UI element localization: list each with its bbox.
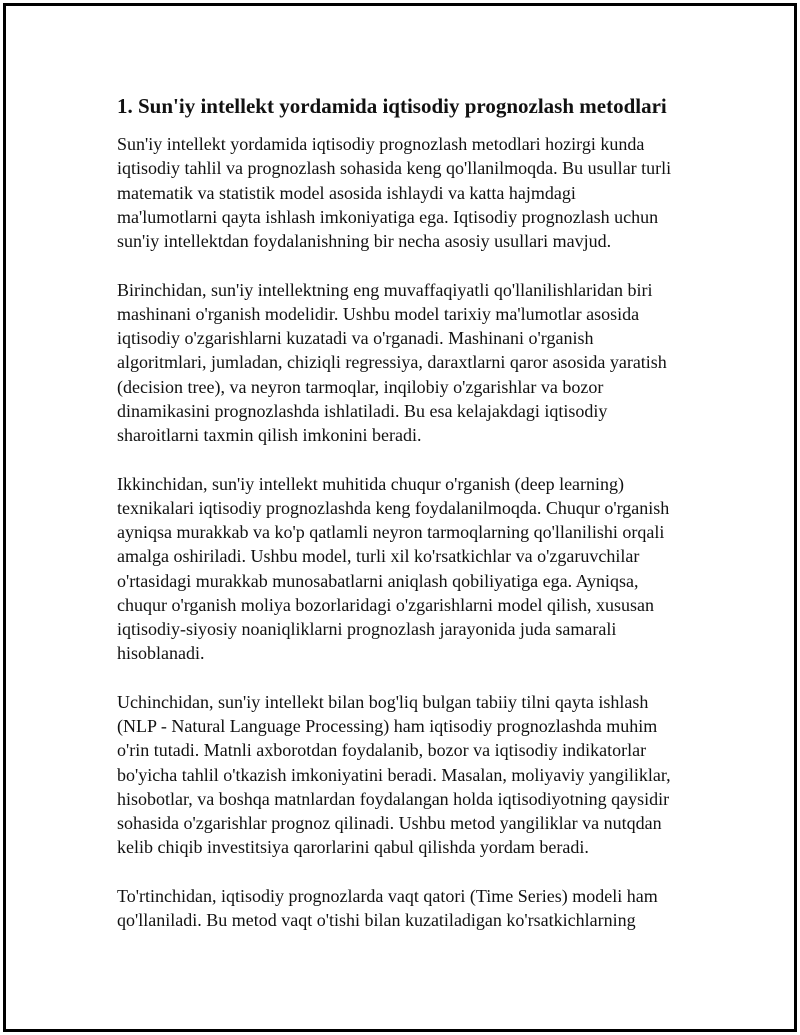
text-line: (decision tree), va neyron tarmoqlar, inqilobiy o'zgarishlar va bozor bbox=[117, 376, 604, 397]
text-line: sohasida o'zgarishlar prognoz qilinadi. Ushbu metod yangiliklar va nutqdan bbox=[117, 813, 662, 833]
text-line: matematik va statistik model asosida ishlaydi va katta hajmdagi bbox=[117, 182, 576, 203]
text-line: hisobotlar, va boshqa matnlardan foydalangan holda iqtisodiyotning qaysidir bbox=[117, 788, 670, 809]
text-line: o'rtasidagi murakkab munosabatlarni aniqlash qobiliyatiga ega. Ayniqsa, bbox=[117, 570, 639, 591]
text-line: o'rin tutadi. Matnli axborotdan foydalanib, bozor va iqtisodiy indikatorlar bbox=[117, 740, 647, 761]
text-line: Sun'iy intellekt yordamida iqtisodiy prognozlash metodlari hozirgi kunda bbox=[117, 134, 645, 154]
paragraph-second bbox=[117, 472, 757, 666]
text-line: amalga oshiriladi. Ushbu model, turli xil ko'rsatkichlar va o'zgaruvchilar bbox=[117, 546, 640, 567]
text-line: dinamikasini prognozlashda ishlatiladi. Bu esa kelajakdagi iqtisodiy bbox=[117, 400, 608, 421]
text-line: chuqur o'rganish moliya bozorlaridagi o'zgarishlarni model qilish, xususan bbox=[117, 594, 655, 615]
paragraph-first bbox=[117, 278, 757, 448]
text-line: bo'yicha tahlil o'tkazish imkoniyatini beradi. Masalan, moliyaviy yangiliklar, bbox=[117, 764, 671, 785]
text-line: hisoblanadi. bbox=[117, 643, 205, 664]
text-line: ma'lumotlarni qayta ishlash imkoniyatiga ega. Iqtisodiy prognozlash uchun bbox=[117, 206, 659, 227]
text-line: To'rtinchidan, iqtisodiy prognozlarda vaqt qatori (Time Series) modeli ham bbox=[117, 885, 658, 906]
text-line: algoritmlari, jumladan, chiziqli regressiya, daraxtlarni qaror asosida yaratish bbox=[117, 352, 667, 373]
paragraph-third bbox=[117, 690, 757, 860]
section-heading: 1. Sun'iy intellekt yordamida iqtisodiy prognozlash metodlari bbox=[117, 94, 667, 118]
text-line: (NLP - Natural Language Processing) ham iqtisodiy prognozlashda muhim bbox=[117, 716, 658, 736]
text-line: Uchinchidan, sun'iy intellekt bilan bog'liq bulgan tabiiy tilni qayta ishlash bbox=[117, 691, 649, 712]
text-line: qo'llaniladi. Bu metod vaqt o'tishi bilan kuzatiladigan ko'rsatkichlarning bbox=[117, 910, 636, 930]
text-line: sun'iy intellektdan foydalanishning bir necha asosiy usullari mavjud. bbox=[117, 231, 612, 251]
text-line: mashinani o'rganish modelidir. Ushbu model tarixiy ma'lumotlar asosida bbox=[117, 303, 640, 324]
text-line: ayniqsa murakkab va ko'p qatlamli neyron tarmoqlarning qo'llanilishi orqali bbox=[117, 522, 665, 542]
text-line: sharoitlarni taxmin qilish imkonini beradi. bbox=[117, 425, 422, 445]
document-body bbox=[117, 92, 757, 957]
text-line: iqtisodiy-siyosiy noaniqliklarni prognozlash jarayonida juda samarali bbox=[117, 619, 617, 639]
text-line: texnikalari iqtisodiy prognozlashda keng foydalanilmoqda. Chuqur o'rganish bbox=[117, 497, 670, 518]
text-line: iqtisodiy tahlil va prognozlash sohasida keng qo'llanilmoqda. Bu usullar turli bbox=[117, 158, 672, 179]
text-line: Birinchidan, sun'iy intellektning eng muvaffaqiyatli qo'llanilishlaridan biri bbox=[117, 279, 653, 300]
paragraph-fourth bbox=[117, 884, 757, 933]
paragraph-intro bbox=[117, 132, 757, 253]
text-line: iqtisodiy o'zgarishlarni kuzatadi va o'rganadi. Mashinani o'rganish bbox=[117, 328, 594, 348]
text-line: kelib chiqib investitsiya qarorlarini qabul qilishda yordam beradi. bbox=[117, 837, 589, 858]
text-line: Ikkinchidan, sun'iy intellekt muhitida chuqur o'rganish (deep learning) bbox=[117, 473, 625, 494]
